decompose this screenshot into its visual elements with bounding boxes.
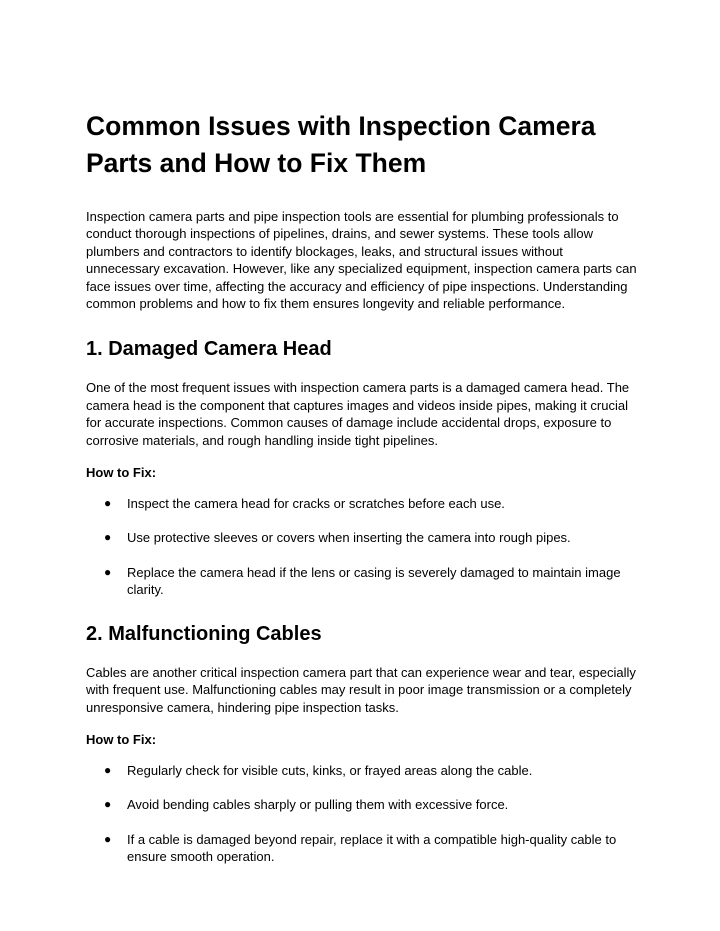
fix-list	[86, 762, 638, 866]
intro-paragraph: Inspection camera parts and pipe inspection tools are essential for plumbing professionals to conduct thorough inspections of pipelines, drains, and sewer systems. These tools allow plumbers and contractors to identify blockages, leaks, and structural issues without unnecessary excavation. However, like any specialized equipment, inspection camera parts can face issues over time, affecting the accuracy and efficiency of pipe inspections. Understanding common problems and how to fix them ensures longevity and reliable performance.	[86, 209, 637, 312]
list-item	[86, 529, 638, 546]
document-page	[86, 108, 638, 883]
bullet-icon: ●	[104, 797, 112, 812]
list-item	[86, 564, 638, 599]
section-paragraph: Cables are another critical inspection camera part that can experience wear and tear, especially with frequent use. Malfunctioning cables may result in poor image transmission or a completely unresponsive camera, hindering pipe inspection tasks.	[86, 664, 636, 715]
section-malfunctioning-cables	[86, 621, 638, 866]
list-item-text: Regularly check for visible cuts, kinks, or frayed areas along the cable.	[127, 762, 533, 778]
list-item	[86, 495, 638, 512]
bullet-icon: ●	[104, 564, 112, 579]
list-item	[86, 762, 638, 779]
list-item-text: Avoid bending cables sharply or pulling them with excessive force.	[127, 797, 509, 813]
bullet-icon: ●	[104, 530, 112, 545]
section-heading: 2. Malfunctioning Cables	[86, 622, 322, 645]
list-item-text: Inspect the camera head for cracks or scratches before each use.	[127, 496, 505, 512]
section-heading: 1. Damaged Camera Head	[86, 338, 332, 361]
list-item-text: Use protective sleeves or covers when inserting the camera into rough pipes.	[127, 530, 571, 546]
bullet-icon: ●	[104, 831, 112, 846]
fix-list	[86, 495, 638, 599]
list-item-text: Replace the camera head if the lens or casing is severely damaged to maintain image clarity.	[127, 564, 621, 598]
list-item	[86, 831, 638, 866]
how-to-fix-label: How to Fix:	[86, 465, 157, 481]
bullet-icon: ●	[104, 762, 112, 777]
page-title: Common Issues with Inspection Camera Parts and How to Fix Them	[86, 111, 596, 178]
list-item-text: If a cable is damaged beyond repair, replace it with a compatible high-quality cable to ensure smooth operation.	[127, 831, 617, 865]
section-damaged-camera-head	[86, 336, 638, 598]
bullet-icon: ●	[104, 496, 112, 511]
how-to-fix-label: How to Fix:	[86, 731, 157, 747]
section-paragraph: One of the most frequent issues with inspection camera parts is a damaged camera head. The camera head is the component that captures images and videos inside pipes, making it crucial for accurate inspections. Common causes of damage include accidental drops, exposure to corrosive materials, and rough handling inside tight pipelines.	[86, 380, 630, 448]
list-item	[86, 796, 638, 813]
